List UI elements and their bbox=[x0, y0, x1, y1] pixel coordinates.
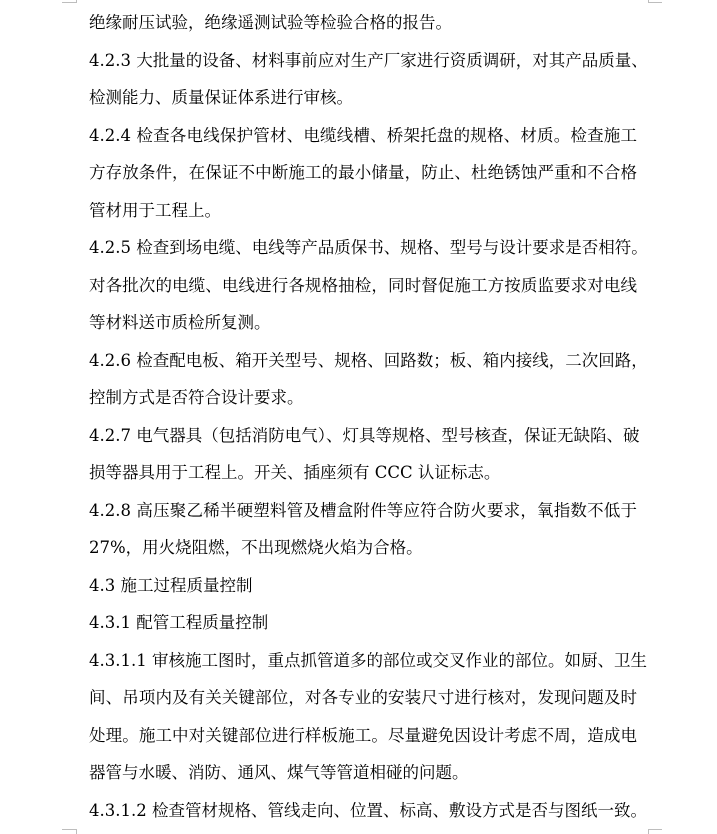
crop-mark-bottom-left bbox=[76, 829, 77, 834]
text-line: 等材料送市质检所复测。 bbox=[89, 313, 271, 332]
text-line: 4.3.1.1 审核施工图时，重点抓管道多的部位或交叉作业的部位。如厨、卫生 bbox=[89, 651, 647, 670]
text-line: 4.2.6 检查配电板、箱开关型号、规格、回路数；板、箱内接线，二次回路， bbox=[89, 351, 648, 370]
text-line: 检测能力、质量保证体系进行审核。 bbox=[89, 88, 353, 107]
subsection-heading: 4.3.1 配管工程质量控制 bbox=[89, 613, 269, 632]
text-line: 27%，用火烧阻燃，不出现燃烧火焰为合格。 bbox=[89, 538, 423, 557]
text-line: 管材用于工程上。 bbox=[89, 201, 221, 220]
text-line: 4.2.8 高压聚乙稀半硬塑料管及槽盒附件等应符合防火要求，氧指数不低于 bbox=[89, 501, 637, 520]
text-line: 4.2.3 大批量的设备、材料事前应对生产厂家进行资质调研，对其产品质量、 bbox=[89, 51, 648, 70]
text-line: 处理。施工中对关键部位进行样板施工。尽量避免因设计考虑不周，造成电 bbox=[89, 726, 637, 745]
text-line: 对各批次的电缆、电线进行各规格抽检，同时督促施工方按质监要求对电线 bbox=[89, 276, 637, 295]
crop-mark-bottom-left bbox=[62, 829, 76, 830]
text-line: 方存放条件，在保证不中断施工的最小储量，防止、杜绝锈蚀严重和不合格 bbox=[89, 163, 637, 182]
section-heading: 4.3 施工过程质量控制 bbox=[89, 576, 253, 595]
crop-mark-top-right bbox=[648, 0, 649, 3]
crop-mark-top-right bbox=[648, 2, 662, 3]
text-line: 绝缘耐压试验，绝缘遥测试验等检验合格的报告。 bbox=[89, 13, 452, 32]
crop-mark-bottom-right bbox=[648, 829, 649, 834]
crop-mark-top-left bbox=[62, 2, 76, 3]
text-line: 控制方式是否符合设计要求。 bbox=[89, 388, 304, 407]
crop-mark-bottom-right bbox=[648, 829, 662, 830]
text-line: 器管与水暖、消防、通风、煤气等管道相碰的问题。 bbox=[89, 763, 469, 782]
text-line: 4.3.1.2 检查管材规格、管线走向、位置、标高、敷设方式是否与图纸一致。 bbox=[89, 801, 647, 820]
text-line: 4.2.7 电气器具（包括消防电气）、灯具等规格、型号核查，保证无缺陷、破 bbox=[89, 426, 640, 445]
text-line: 4.2.5 检查到场电缆、电线等产品质保书、规格、型号与设计要求是否相符。 bbox=[89, 238, 648, 257]
text-line: 间、吊项内及有关关键部位，对各专业的安装尺寸进行核对，发现问题及时 bbox=[89, 688, 637, 707]
text-line: 4.2.4 检查各电线保护管材、电缆线槽、桥架托盘的规格、材质。检查施工 bbox=[89, 126, 637, 145]
crop-mark-top-left bbox=[76, 0, 77, 3]
text-line: 损等器具用于工程上。开关、插座须有 CCC 认证标志。 bbox=[89, 463, 501, 482]
